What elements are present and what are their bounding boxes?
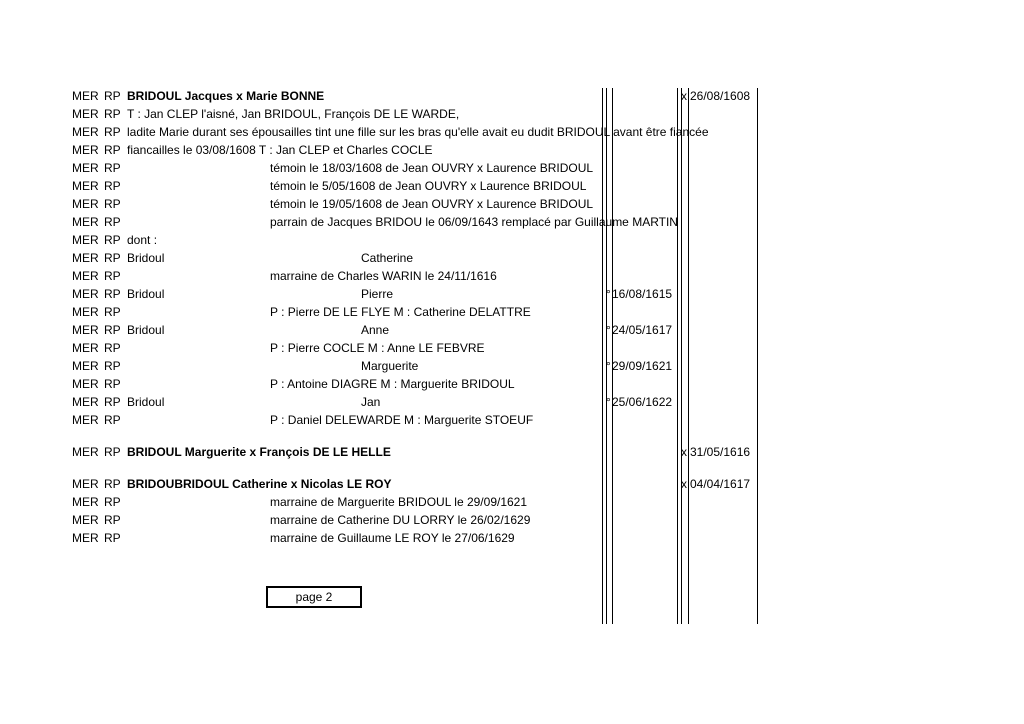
record-row [0, 475, 1024, 493]
record-row [0, 177, 1024, 195]
row-reg: RP [104, 269, 121, 283]
row-reg: RP [104, 323, 121, 337]
row-src: MER [72, 125, 99, 139]
row-xdate: 26/08/1608 [690, 89, 751, 103]
row-name: BRIDOUL Jacques x Marie BONNE [127, 89, 325, 103]
row-reg: RP [104, 251, 121, 265]
row-reg: RP [104, 215, 121, 229]
row-reg: RP [104, 513, 121, 527]
row-name: ladite Marie durant ses épousailles tint une fille sur les bras qu'elle avait eu dudit BRIDOUL avant être fiancée [127, 125, 709, 139]
row-text: parrain de Jacques BRIDOU le 06/09/1643 remplacé par Guillaume MARTIN [270, 215, 678, 229]
row-name: Bridoul [127, 395, 165, 409]
page-number: page 2 [295, 590, 333, 604]
row-name: Bridoul [127, 323, 165, 337]
record-row [0, 105, 1024, 123]
row-src: MER [72, 341, 99, 355]
row-reg: RP [104, 161, 121, 175]
row-src: MER [72, 445, 99, 459]
row-reg: RP [104, 395, 121, 409]
row-reg: RP [104, 107, 121, 121]
record-row [0, 267, 1024, 285]
row-reg: RP [104, 413, 121, 427]
row-reg: RP [104, 305, 121, 319]
row-name: BRIDOUL Marguerite x François DE LE HELLE [127, 445, 391, 459]
row-reg: RP [104, 125, 121, 139]
record-row [0, 493, 1024, 511]
row-name: Bridoul [127, 287, 165, 301]
row-xmark: x [681, 445, 687, 459]
record-row [0, 529, 1024, 547]
row-bmark: ° [606, 287, 611, 301]
row-name: BRIDOUBRIDOUL Catherine x Nicolas LE ROY [127, 477, 392, 491]
row-bdate: 24/05/1617 [612, 323, 673, 337]
row-reg: RP [104, 143, 121, 157]
row-src: MER [72, 233, 99, 247]
record-row [0, 393, 1024, 411]
row-xdate: 31/05/1616 [690, 445, 751, 459]
row-text: marraine de Charles WARIN le 24/11/1616 [270, 269, 497, 283]
record-row [0, 231, 1024, 249]
row-child: Pierre [361, 287, 394, 301]
record-row [0, 195, 1024, 213]
row-src: MER [72, 107, 99, 121]
record-row [0, 321, 1024, 339]
row-text: témoin le 19/05/1608 de Jean OUVRY x Laurence BRIDOUL [270, 197, 594, 211]
record-row [0, 141, 1024, 159]
row-src: MER [72, 413, 99, 427]
record-row [0, 511, 1024, 529]
row-reg: RP [104, 477, 121, 491]
record-row [0, 159, 1024, 177]
row-bdate: 25/06/1622 [612, 395, 673, 409]
row-src: MER [72, 477, 99, 491]
row-reg: RP [104, 359, 121, 373]
row-text: marraine de Guillaume LE ROY le 27/06/1629 [270, 531, 515, 545]
row-text: marraine de Catherine DU LORRY le 26/02/1629 [270, 513, 531, 527]
row-text: marraine de Marguerite BRIDOUL le 29/09/1621 [270, 495, 528, 509]
record-row [0, 213, 1024, 231]
row-reg: RP [104, 89, 121, 103]
row-reg: RP [104, 495, 121, 509]
row-reg: RP [104, 531, 121, 545]
row-src: MER [72, 323, 99, 337]
record-row [0, 249, 1024, 267]
row-src: MER [72, 215, 99, 229]
row-reg: RP [104, 197, 121, 211]
row-reg: RP [104, 233, 121, 247]
record-row [0, 357, 1024, 375]
row-child: Jan [361, 395, 381, 409]
row-bmark: ° [606, 395, 611, 409]
row-text: témoin le 18/03/1608 de Jean OUVRY x Laurence BRIDOUL [270, 161, 594, 175]
row-reg: RP [104, 445, 121, 459]
row-bdate: 16/08/1615 [612, 287, 673, 301]
row-src: MER [72, 287, 99, 301]
record-row [0, 285, 1024, 303]
row-src: MER [72, 251, 99, 265]
row-src: MER [72, 197, 99, 211]
row-src: MER [72, 161, 99, 175]
record-row [0, 87, 1024, 105]
row-text: témoin le 5/05/1608 de Jean OUVRY x Laurence BRIDOUL [270, 179, 587, 193]
record-row [0, 443, 1024, 461]
row-name: Bridoul [127, 251, 165, 265]
row-src: MER [72, 377, 99, 391]
row-reg: RP [104, 287, 121, 301]
record-row [0, 375, 1024, 393]
row-text: P : Pierre DE LE FLYE M : Catherine DELATTRE [270, 305, 531, 319]
row-reg: RP [104, 341, 121, 355]
record-row [0, 303, 1024, 321]
row-src: MER [72, 495, 99, 509]
record-row [0, 411, 1024, 429]
row-src: MER [72, 179, 99, 193]
row-src: MER [72, 143, 99, 157]
row-src: MER [72, 89, 99, 103]
row-src: MER [72, 395, 99, 409]
row-xdate: 04/04/1617 [690, 477, 751, 491]
row-xmark: x [681, 89, 687, 103]
page-number-box [266, 586, 362, 608]
row-bdate: 29/09/1621 [612, 359, 673, 373]
row-text: P : Antoine DIAGRE M : Marguerite BRIDOUL [270, 377, 515, 391]
row-text: P : Pierre COCLE M : Anne LE FEBVRE [270, 341, 485, 355]
row-src: MER [72, 513, 99, 527]
row-reg: RP [104, 179, 121, 193]
row-child: Catherine [361, 251, 414, 265]
row-child: Anne [361, 323, 390, 337]
row-text: P : Daniel DELEWARDE M : Marguerite STOEUF [270, 413, 534, 427]
row-bmark: ° [606, 323, 611, 337]
row-name: dont : [127, 233, 158, 247]
row-name: fiancailles le 03/08/1608 T : Jan CLEP et Charles COCLE [127, 143, 433, 157]
row-src: MER [72, 531, 99, 545]
row-xmark: x [681, 477, 687, 491]
row-src: MER [72, 305, 99, 319]
row-reg: RP [104, 377, 121, 391]
row-bmark: ° [606, 359, 611, 373]
row-name: T : Jan CLEP l'aisné, Jan BRIDOUL, François DE LE WARDE, [127, 107, 460, 121]
row-src: MER [72, 269, 99, 283]
record-row [0, 339, 1024, 357]
row-child: Marguerite [361, 359, 419, 373]
record-row [0, 123, 1024, 141]
row-src: MER [72, 359, 99, 373]
